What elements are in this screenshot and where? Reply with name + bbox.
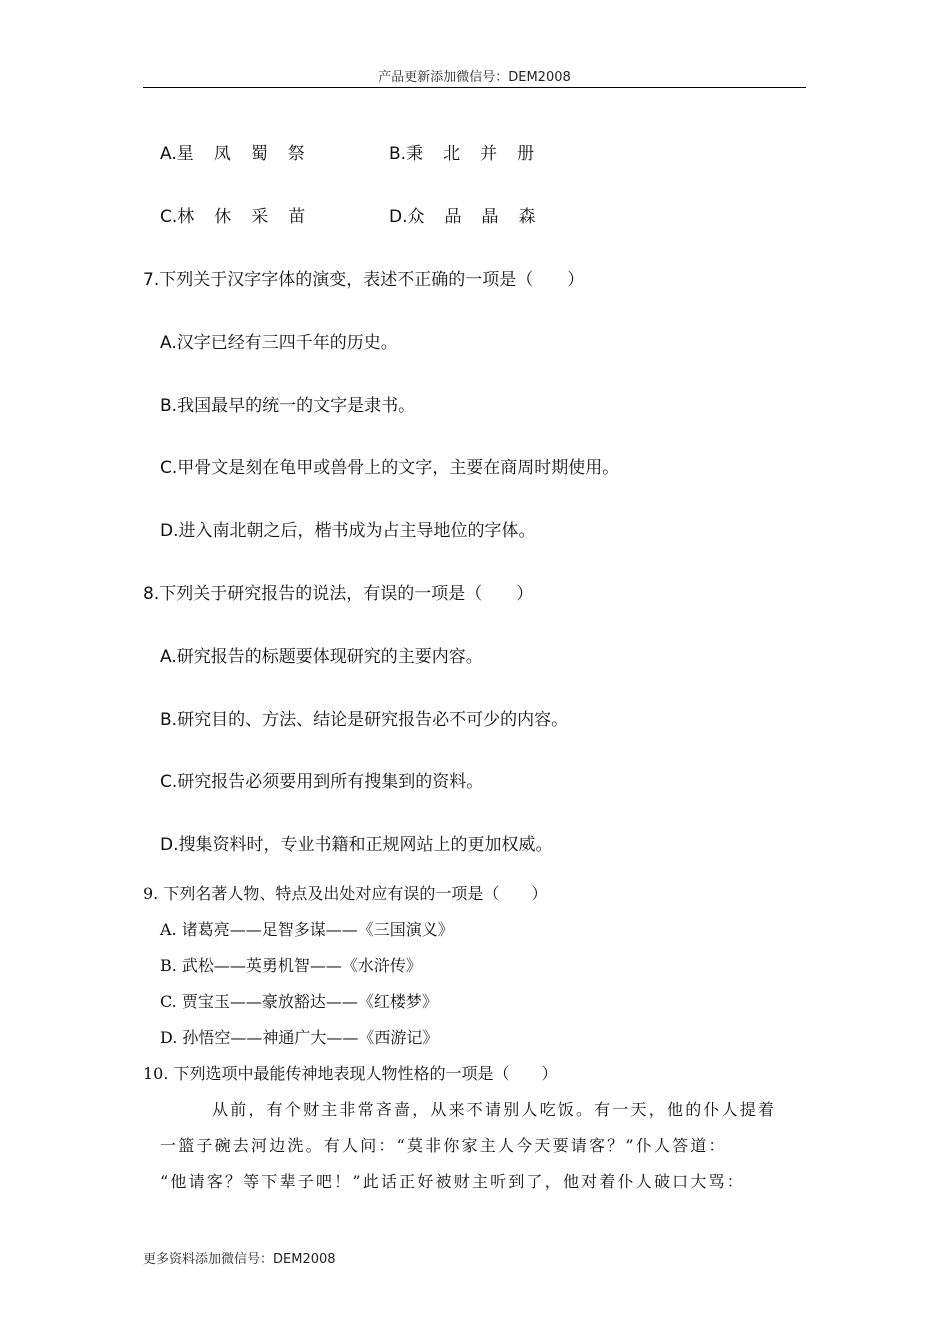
q10-passage-line: 一篮子碗去河边洗。有人问：“莫非你家主人今天要请客？”仆人答道： bbox=[160, 1136, 727, 1155]
q6-a-char: 星 bbox=[176, 144, 194, 164]
q6-option-d bbox=[389, 202, 556, 227]
q6-b-char: 并 bbox=[480, 144, 498, 164]
q6-b-char: 册 bbox=[517, 144, 535, 164]
q6-option-b bbox=[389, 139, 554, 164]
q6-option-b-letter: B. bbox=[389, 144, 407, 164]
q7-option-a: A.汉字已经有三四千年的历史。 bbox=[160, 333, 398, 353]
q6-d-char: 品 bbox=[444, 207, 462, 227]
q6-option-c-letter: C. bbox=[160, 207, 178, 227]
q6-d-char: 森 bbox=[518, 207, 536, 227]
q6-c-char: 休 bbox=[214, 207, 232, 227]
q9-option-a: A. 诸葛亮——足智多谋——《三国演义》 bbox=[160, 920, 454, 939]
header-divider bbox=[143, 87, 806, 88]
q6-a-char: 蜀 bbox=[250, 144, 268, 164]
q8-option-c: C.研究报告必须要用到所有搜集到的资料。 bbox=[160, 772, 484, 792]
q6-option-c bbox=[160, 202, 325, 227]
q8-option-b: B.研究目的、方法、结论是研究报告必不可少的内容。 bbox=[160, 710, 569, 730]
q9-option-c: C. 贾宝玉——豪放豁达——《红楼梦》 bbox=[160, 992, 438, 1011]
page-footer: 更多资料添加微信号：DEM2008 bbox=[143, 1252, 336, 1267]
q7-option-c: C.甲骨文是刻在龟甲或兽骨上的文字，主要在商周时期使用。 bbox=[160, 458, 620, 478]
q8-option-d: D.搜集资料时，专业书籍和正规网站上的更加权威。 bbox=[160, 835, 553, 855]
q9-option-b: B. 武松——英勇机智——《水浒传》 bbox=[160, 956, 422, 975]
q6-option-a-letter: A. bbox=[160, 144, 177, 164]
page-header: 产品更新添加微信号：DEM2008 bbox=[378, 70, 571, 85]
q6-c-char: 苗 bbox=[288, 207, 306, 227]
q6-option-a bbox=[160, 139, 325, 164]
q6-a-char: 凤 bbox=[213, 144, 231, 164]
q10-stem: 10. 下列选项中最能传神地表现人物性格的一项是（ ） bbox=[143, 1064, 558, 1083]
q10-passage-line: 从前，有个财主非常吝啬，从来不请别人吃饭。有一天，他的仆人提着 bbox=[212, 1100, 777, 1119]
q6-b-char: 北 bbox=[443, 144, 461, 164]
q6-d-char: 晶 bbox=[481, 207, 499, 227]
q7-option-d: D.进入南北朝之后，楷书成为占主导地位的字体。 bbox=[160, 521, 536, 541]
q6-b-char: 秉 bbox=[406, 144, 424, 164]
q8-stem: 8.下列关于研究报告的说法，有误的一项是（ ） bbox=[143, 584, 534, 604]
q7-stem: 7.下列关于汉字字体的演变，表述不正确的一项是（ ） bbox=[143, 270, 585, 290]
q6-option-d-letter: D. bbox=[389, 207, 408, 227]
q8-option-a: A.研究报告的标题要体现研究的主要内容。 bbox=[160, 647, 483, 667]
q7-option-b: B.我国最早的统一的文字是隶书。 bbox=[160, 396, 416, 416]
q6-c-char: 林 bbox=[177, 207, 195, 227]
q10-passage-line: “他请客？等下辈子吧！”此话正好被财主听到了，他对着仆人破口大骂： bbox=[160, 1172, 745, 1191]
q6-d-char: 众 bbox=[407, 207, 425, 227]
q6-c-char: 采 bbox=[251, 207, 269, 227]
q6-a-char: 祭 bbox=[287, 144, 305, 164]
q9-stem: 9. 下列名著人物、特点及出处对应有误的一项是（ ） bbox=[143, 884, 548, 903]
q9-option-d: D. 孙悟空——神通广大——《西游记》 bbox=[160, 1028, 439, 1047]
